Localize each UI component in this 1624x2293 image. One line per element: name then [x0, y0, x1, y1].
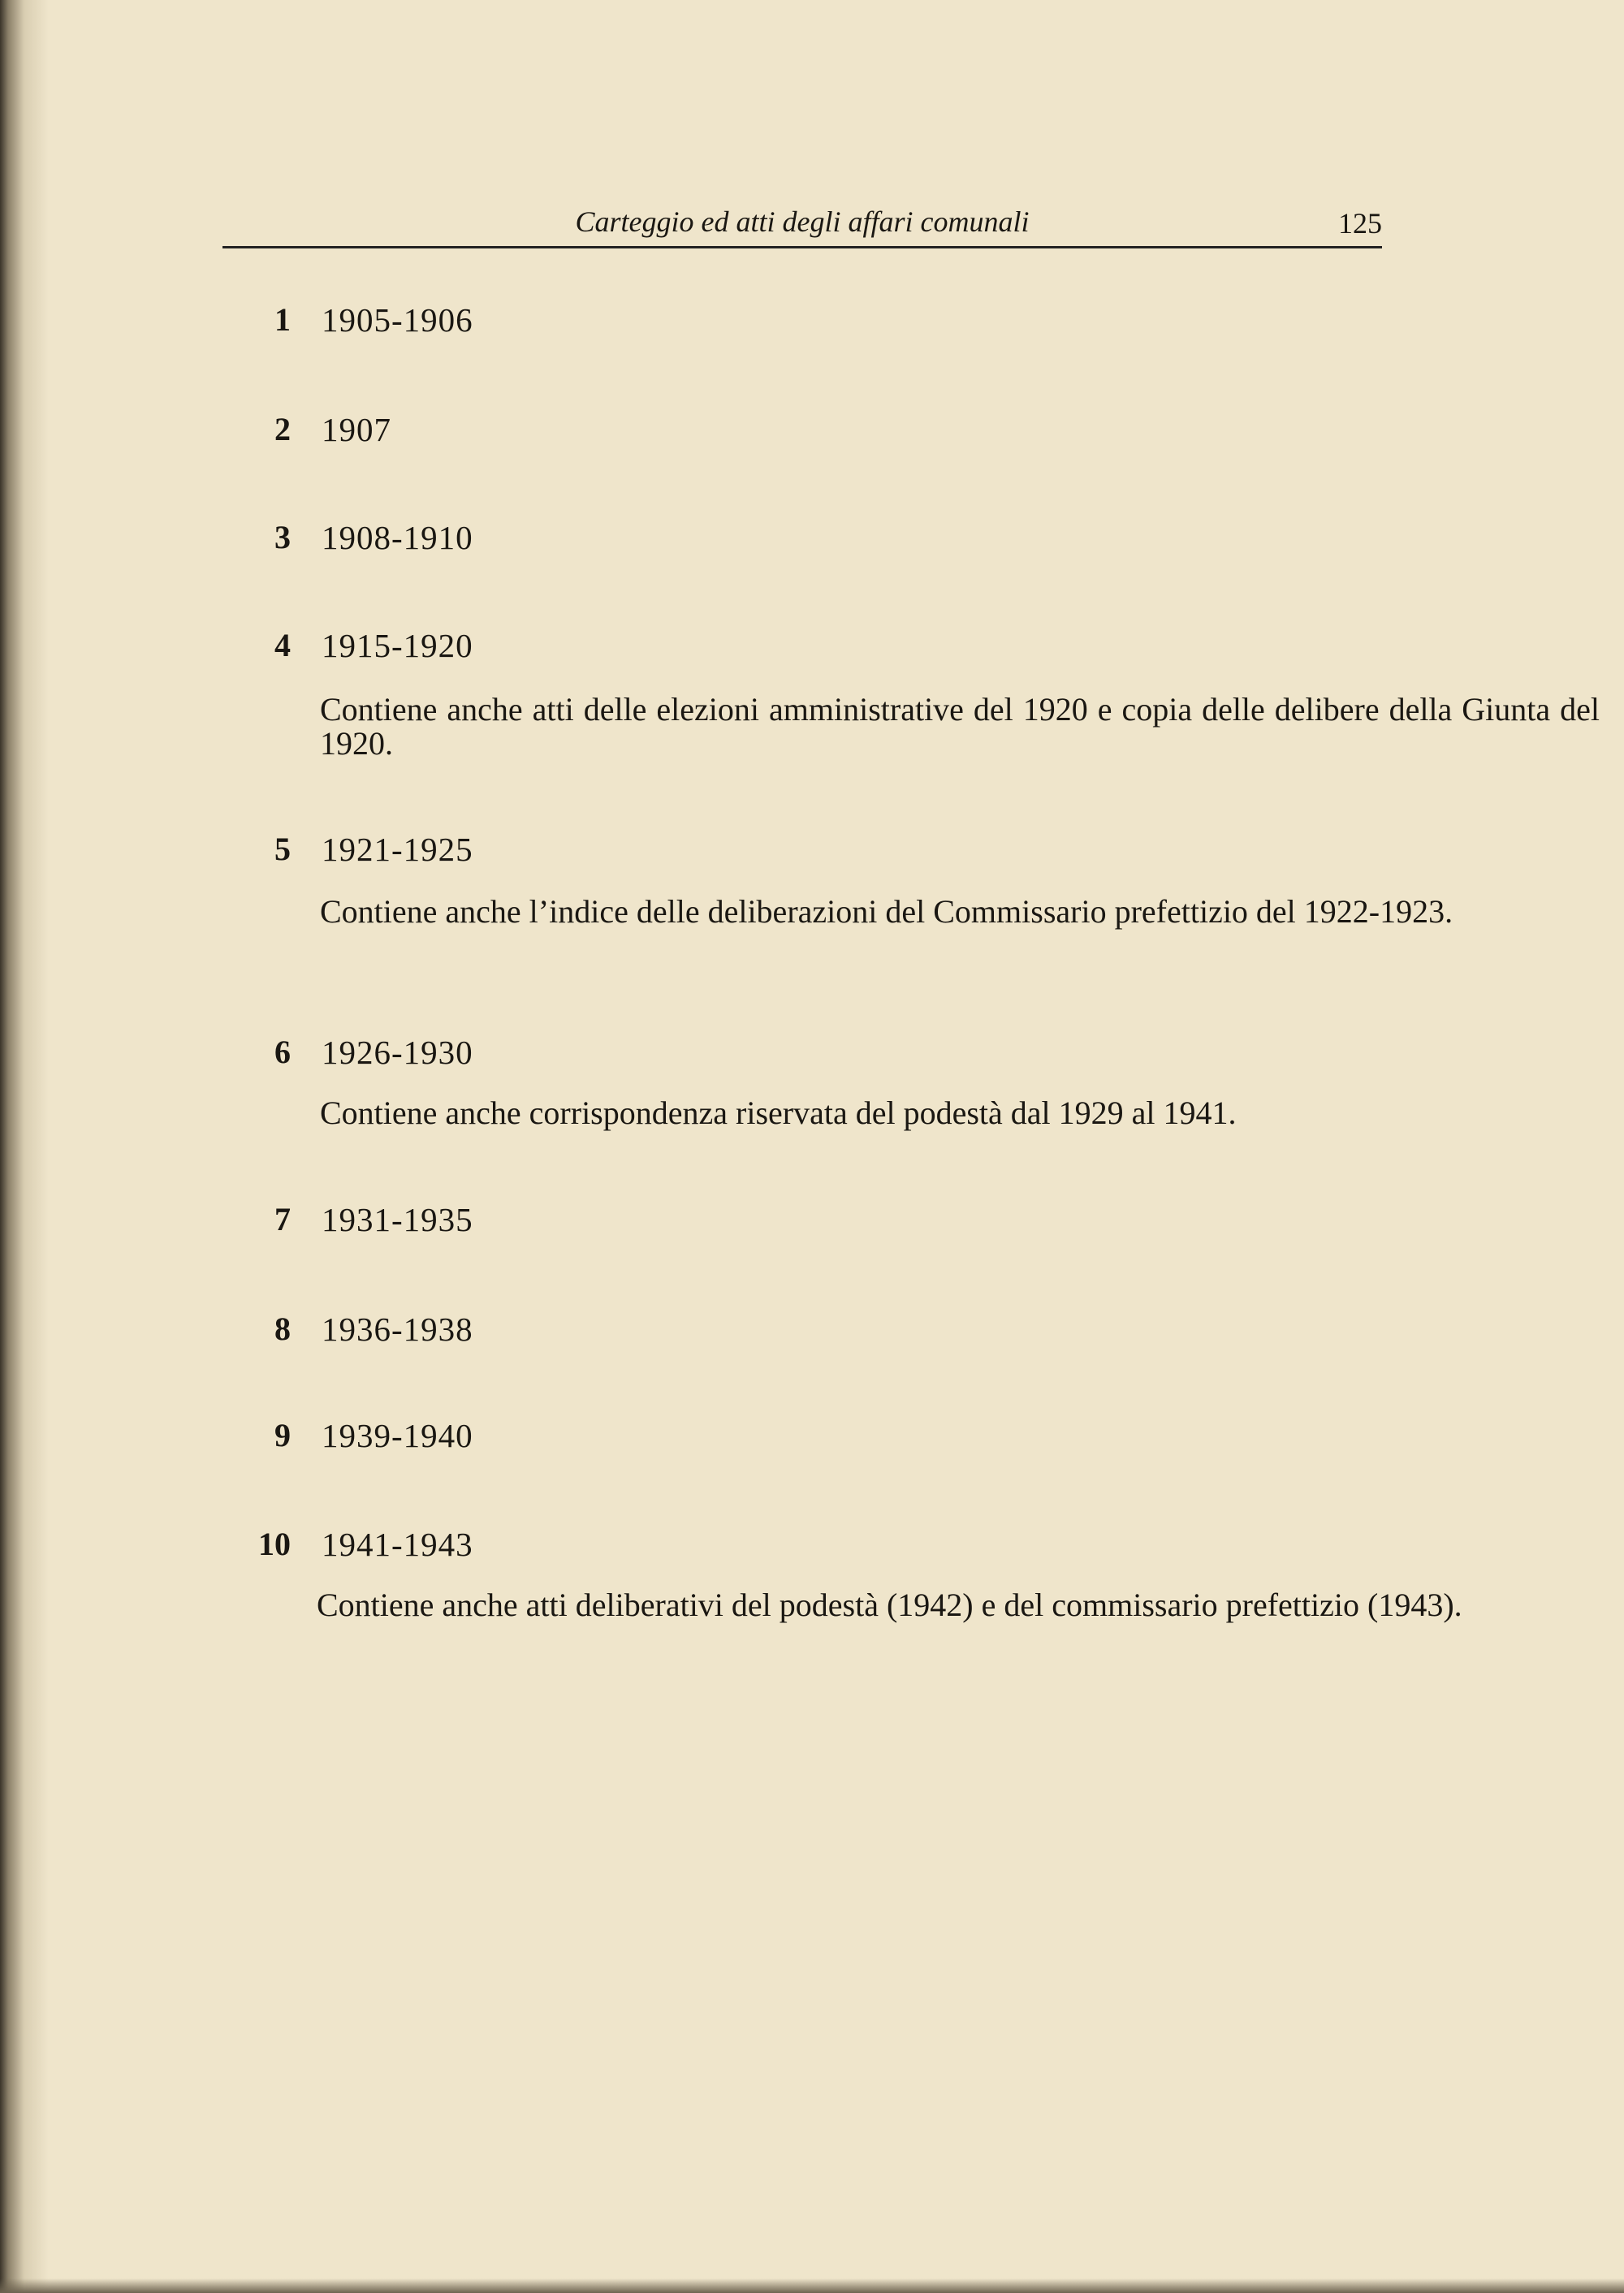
entry-dates: 1908-1910 — [322, 519, 473, 556]
entry-dates: 1939-1940 — [322, 1417, 473, 1454]
header-rule — [222, 246, 1382, 248]
entry-number: 10 — [258, 1526, 291, 1562]
entry-dates: 1915-1920 — [322, 627, 473, 664]
entry-number: 2 — [274, 411, 291, 447]
entry-number: 4 — [274, 627, 291, 663]
page-bottom-edge — [0, 2278, 1624, 2293]
entry-note: Contiene anche atti delle elezioni amministrative del 1920 e copia delle delibere della Giunta del 1920. — [320, 691, 1600, 762]
entry-number: 9 — [274, 1417, 291, 1453]
entry-number: 5 — [274, 831, 291, 867]
page-number: 125 — [1338, 207, 1382, 240]
entry-dates: 1931-1935 — [322, 1201, 473, 1238]
entry-number: 7 — [274, 1201, 291, 1237]
entry-dates: 1905-1906 — [322, 301, 473, 339]
entry-number: 8 — [274, 1311, 291, 1347]
running-title: Carteggio ed atti degli affari comunali — [575, 205, 1030, 238]
page-binding-shadow — [0, 0, 49, 2293]
entry-note: Contiene anche atti deliberativi del podestà (1942) e del commissario prefettizio (1943). — [317, 1587, 1462, 1623]
entry-dates: 1907 — [322, 411, 391, 448]
entry-dates: 1936-1938 — [322, 1311, 473, 1348]
entry-number: 6 — [274, 1034, 291, 1070]
entry-number: 3 — [274, 519, 291, 555]
entry-dates: 1926-1930 — [322, 1034, 473, 1071]
entry-note: Contiene anche corrispondenza riservata del podestà dal 1929 al 1941. — [320, 1095, 1237, 1131]
entry-dates: 1941-1943 — [322, 1526, 473, 1563]
entry-number: 1 — [274, 301, 291, 338]
entry-dates: 1921-1925 — [322, 831, 473, 868]
entry-note: Contiene anche l’indice delle deliberazioni del Commissario prefettizio del 1922-1923. — [320, 893, 1453, 930]
